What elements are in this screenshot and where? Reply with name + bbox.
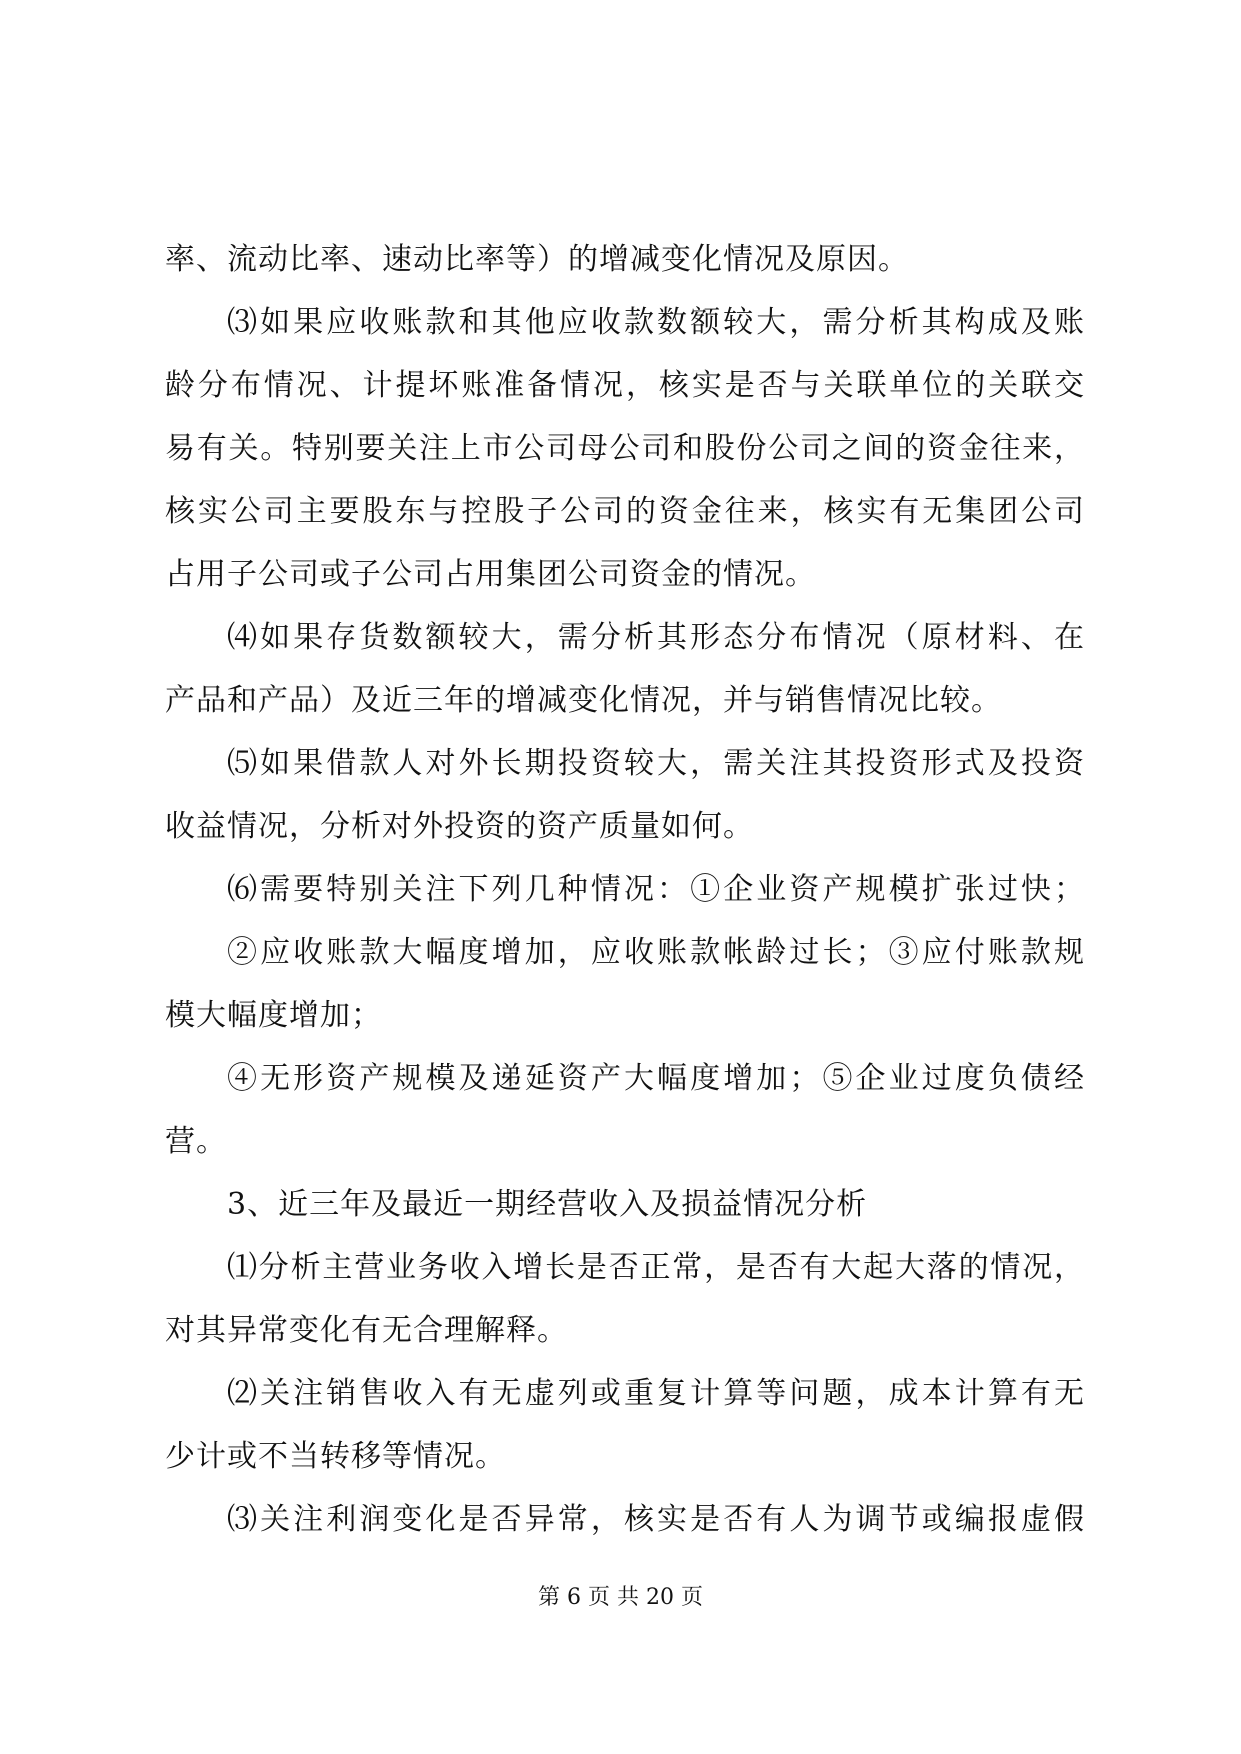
text-line: 龄分布情况、计提坏账准备情况，核实是否与关联单位的关联交 xyxy=(165,368,1085,403)
text-line: ⑵关注销售收入有无虚列或重复计算等问题，成本计算有无 xyxy=(227,1376,1085,1411)
text-line: 率、流动比率、速动比率等）的增减变化情况及原因。 xyxy=(165,242,909,277)
text-line: ②应收账款大幅度增加，应收账款帐龄过长；③应付账款规 xyxy=(227,935,1085,970)
text-line: 收益情况，分析对外投资的资产质量如何。 xyxy=(165,809,754,844)
text-line: 核实公司主要股东与控股子公司的资金往来，核实有无集团公司 xyxy=(165,494,1085,529)
text-line: 易有关。特别要关注上市公司母公司和股份公司之间的资金往来， xyxy=(165,431,1085,466)
text-line: ④无形资产规模及递延资产大幅度增加；⑤企业过度负债经 xyxy=(227,1061,1085,1096)
section-heading: 3、近三年及最近一期经营收入及损益情况分析 xyxy=(227,1187,868,1222)
text-line: 产品和产品）及近三年的增减变化情况，并与销售情况比较。 xyxy=(165,683,1002,718)
page-number-footer: 第 6 页 共 20 页 xyxy=(538,1585,703,1610)
text-line: ⑸如果借款人对外长期投资较大，需关注其投资形式及投资 xyxy=(227,746,1085,781)
body-text xyxy=(165,228,1085,1551)
text-line: 模大幅度增加； xyxy=(165,998,382,1033)
text-line: 营。 xyxy=(165,1124,227,1159)
text-line: ⑴分析主营业务收入增长是否正常，是否有大起大落的情况， xyxy=(227,1250,1085,1285)
text-line: 少计或不当转移等情况。 xyxy=(165,1439,506,1474)
text-line: 对其异常变化有无合理解释。 xyxy=(165,1313,568,1348)
text-line: ⑶如果应收账款和其他应收款数额较大，需分析其构成及账 xyxy=(227,305,1085,340)
text-line: ⑹需要特别关注下列几种情况：①企业资产规模扩张过快； xyxy=(227,872,1085,907)
text-line: ⑶关注利润变化是否异常，核实是否有人为调节或编报虚假 xyxy=(227,1502,1085,1537)
text-line: ⑷如果存货数额较大，需分析其形态分布情况（原材料、在 xyxy=(227,620,1085,655)
text-line: 占用子公司或子公司占用集团公司资金的情况。 xyxy=(165,557,816,592)
